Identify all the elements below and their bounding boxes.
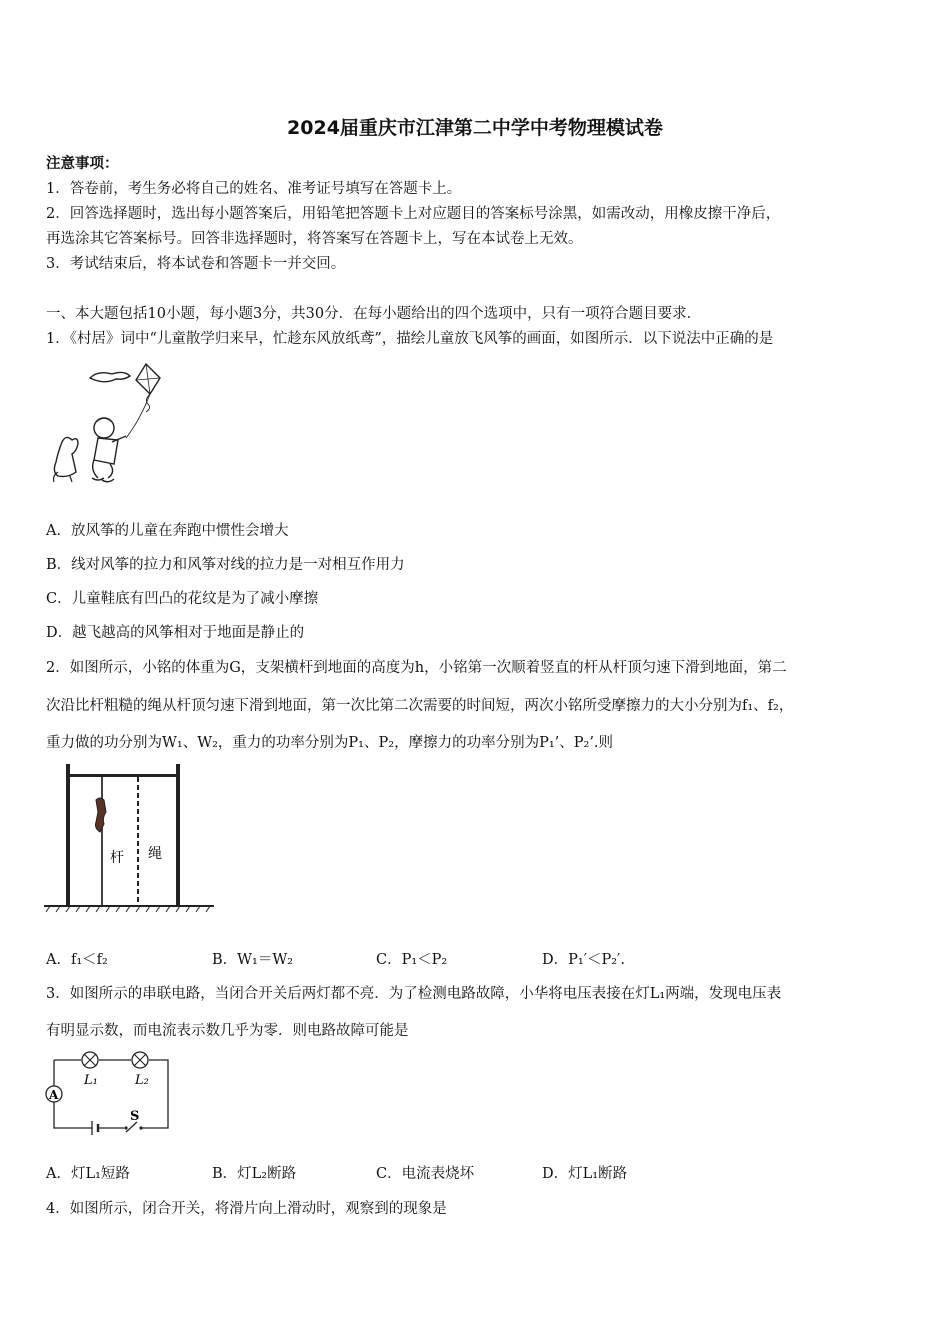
q3-option-b: B．灯L₂断路 <box>212 1166 297 1182</box>
notice-item: 1．答卷前，考生务必将自己的姓名、准考证号填写在答题卡上。 <box>46 181 462 197</box>
q3-stem-line1: 3．如图所示的串联电路，当闭合开关后两灯都不亮．为了检测电路故障，小华将电压表接在灯L₁两端，发现电压表 <box>46 986 782 1002</box>
pole-rope-figure <box>44 762 216 914</box>
q2-option-c: C．P₁＜P₂ <box>376 952 448 968</box>
q1-option-c: C．儿童鞋底有凹凸的花纹是为了减小摩擦 <box>46 591 319 607</box>
notice-heading: 注意事项： <box>46 155 119 172</box>
q1-option-a: A．放风筝的儿童在奔跑中惯性会增大 <box>46 523 289 539</box>
switch-label: S <box>130 1109 140 1124</box>
q3-stem-line2: 有明显示数，而电流表示数几乎为零．则电路故障可能是 <box>46 1023 409 1039</box>
notice-item: 再选涂其它答案标号。回答非选择题时，将答案写在答题卡上，写在本试卷上无效。 <box>46 231 583 247</box>
q2-stem-line1: 2．如图所示，小铭的体重为G，支架横杆到地面的高度为h，小铭第一次顺着竖直的杆从杆顶匀速下滑到地面，第二 <box>46 660 787 676</box>
ammeter-label: A <box>49 1088 59 1102</box>
lamp2-label: L₂ <box>135 1073 149 1088</box>
circuit-figure <box>40 1046 175 1138</box>
rope-label: 绳 <box>148 846 162 862</box>
q2-option-a: A．f₁＜f₂ <box>46 952 108 968</box>
notice-item: 2．回答选择题时，选出每小题答案后，用铅笔把答题卡上对应题目的答案标号涂黑，如需改动，用橡皮擦干净后， <box>46 206 781 222</box>
q1-option-b: B．线对风筝的拉力和风筝对线的拉力是一对相互作用力 <box>46 557 405 573</box>
q3-option-a: A．灯L₁短路 <box>46 1166 130 1182</box>
kite-figure <box>48 360 173 490</box>
notice-item: 3．考试结束后，将本试卷和答题卡一并交回。 <box>46 256 346 272</box>
lamp1-label: L₁ <box>84 1073 98 1088</box>
section-heading: 一、本大题包括10小题，每小题3分，共30分．在每小题给出的四个选项中，只有一项符合题目要求． <box>46 306 702 322</box>
pole-label: 杆 <box>110 850 124 866</box>
q2-stem-line2: 次沿比杆粗糙的绳从杆顶匀速下滑到地面，第一次比第二次需要的时间短，两次小铭所受摩擦力的大小分别为f₁、f₂， <box>46 698 794 714</box>
q3-option-c: C．电流表烧坏 <box>376 1166 475 1182</box>
q2-option-b: B．W₁＝W₂ <box>212 952 294 968</box>
q4-stem: 4．如图所示，闭合开关，将滑片向上滑动时，观察到的现象是 <box>46 1201 447 1217</box>
q2-option-d: D．P₁′＜P₂′. <box>542 952 625 968</box>
q2-stem-line3: 重力做的功分别为W₁、W₂，重力的功率分别为P₁、P₂，摩擦力的功率分别为P₁’、P₂’.则 <box>46 735 614 751</box>
q1-stem: 1．《村居》词中“儿童散学归来早，忙趁东风放纸鸢”，描绘儿童放飞风筝的画面，如图所示．以下说法中正确的是 <box>46 331 774 347</box>
q1-option-d: D．越飞越高的风筝相对于地面是静止的 <box>46 625 305 641</box>
page-title: 2024届重庆市江津第二中学中考物理模试卷 <box>287 117 663 139</box>
q3-option-d: D．灯L₁断路 <box>542 1166 628 1182</box>
